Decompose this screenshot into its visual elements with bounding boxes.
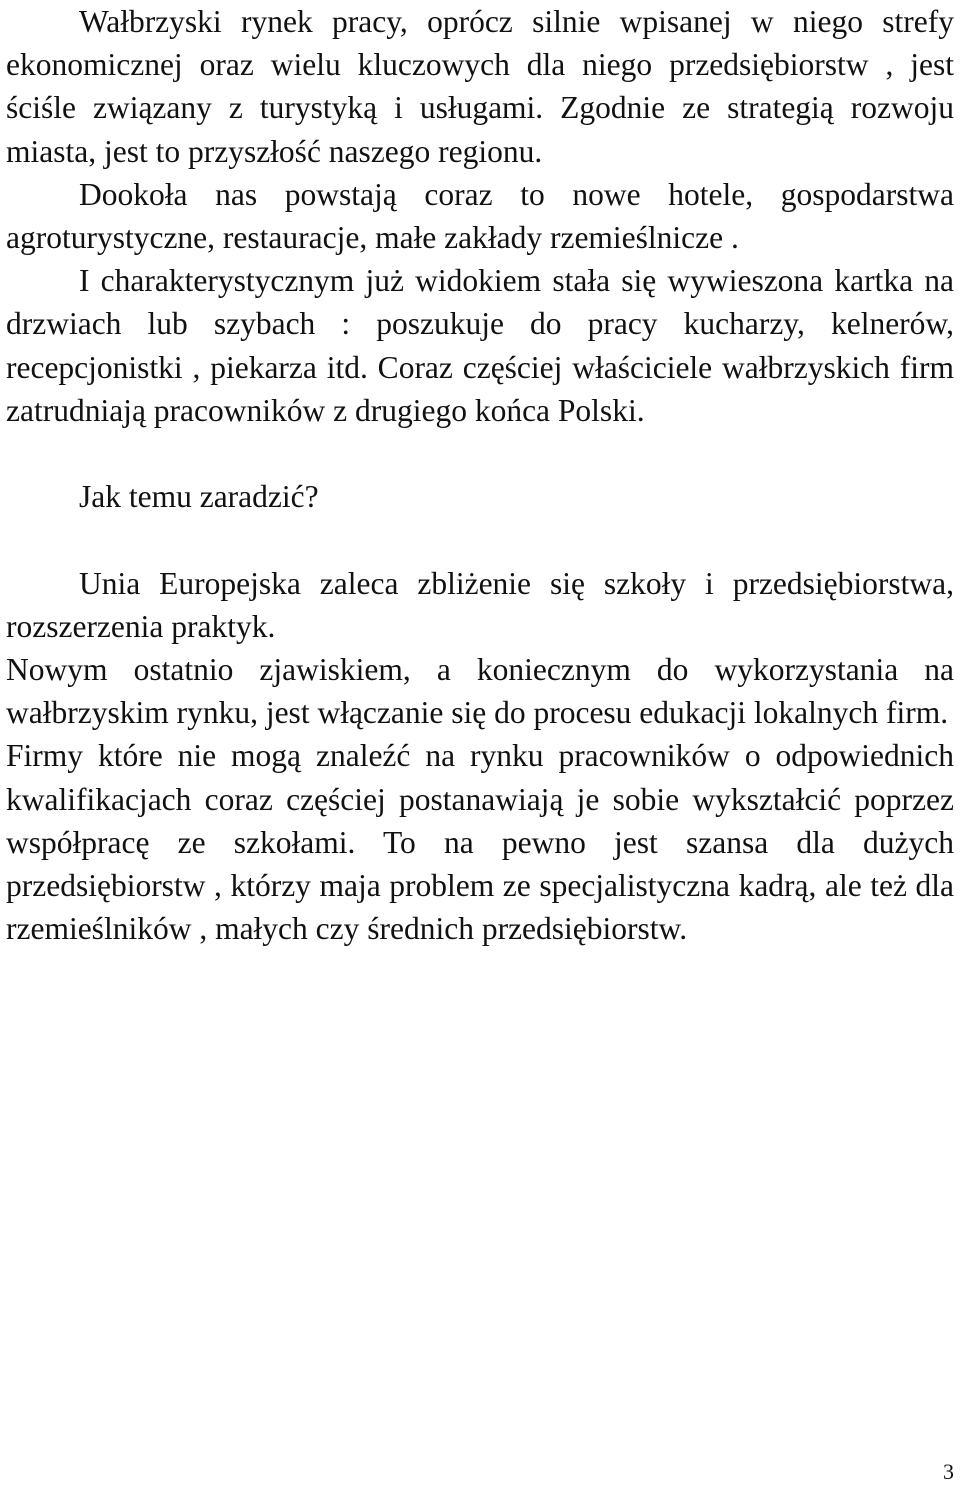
paragraph-question: Jak temu zaradzić?: [79, 479, 319, 515]
paragraph-spacer: [6, 518, 954, 561]
paragraph-eu-recommendation: Unia Europejska zaleca zbliżenie się szkoły i przedsiębiorstwa, rozszerzenia praktyk.: [6, 565, 954, 644]
page-number: 3: [943, 1459, 954, 1484]
paragraph-firms-training: Firmy które nie mogą znaleźć na rynku pracowników o odpowiednich kwalifikacjach coraz częściej postanawiają je sobie wykształcić poprzez współpracę ze szkołami. To na pewno jest szansa dla dużych przedsiębiorstw , którzy maja problem ze specjalistyczna kadrą, ale też dla rzemieślników , małych czy średnich przedsiębiorstw.: [6, 738, 954, 947]
paragraph-new-businesses: Dookoła nas powstają coraz to nowe hotele, gospodarstwa agroturystyczne, restauracje, małe zakłady rzemieślnicze .: [6, 176, 954, 256]
paragraph-job-notices: I charakterystycznym już widokiem stała się wywieszona kartka na drzwiach lub szybach : poszukuje do pracy kucharzy, kelnerów, recepcjonistki , piekarza itd. Coraz częściej właściciele wałbrzyskich firm zatrudniają pracowników z drugiego końca Polski.: [6, 263, 954, 428]
paragraph-spacer: [6, 432, 954, 475]
paragraph-local-firms-education: Nowym ostatnio zjawiskiem, a koniecznym do wykorzystania na wałbrzyskim rynku, jest włączanie się do procesu edukacji lokalnych firm.: [6, 652, 954, 731]
paragraph-labor-market: Wałbrzyski rynek pracy, oprócz silnie wpisanej w niego strefy ekonomicznej oraz wielu kluczowych dla niego przedsiębiorstw , jest ściśle związany z turystyką i usługami. Zgodnie ze strategią rozwoju miasta, jest to przyszłość naszego regionu.: [6, 4, 954, 169]
document-page: [6, 0, 954, 950]
